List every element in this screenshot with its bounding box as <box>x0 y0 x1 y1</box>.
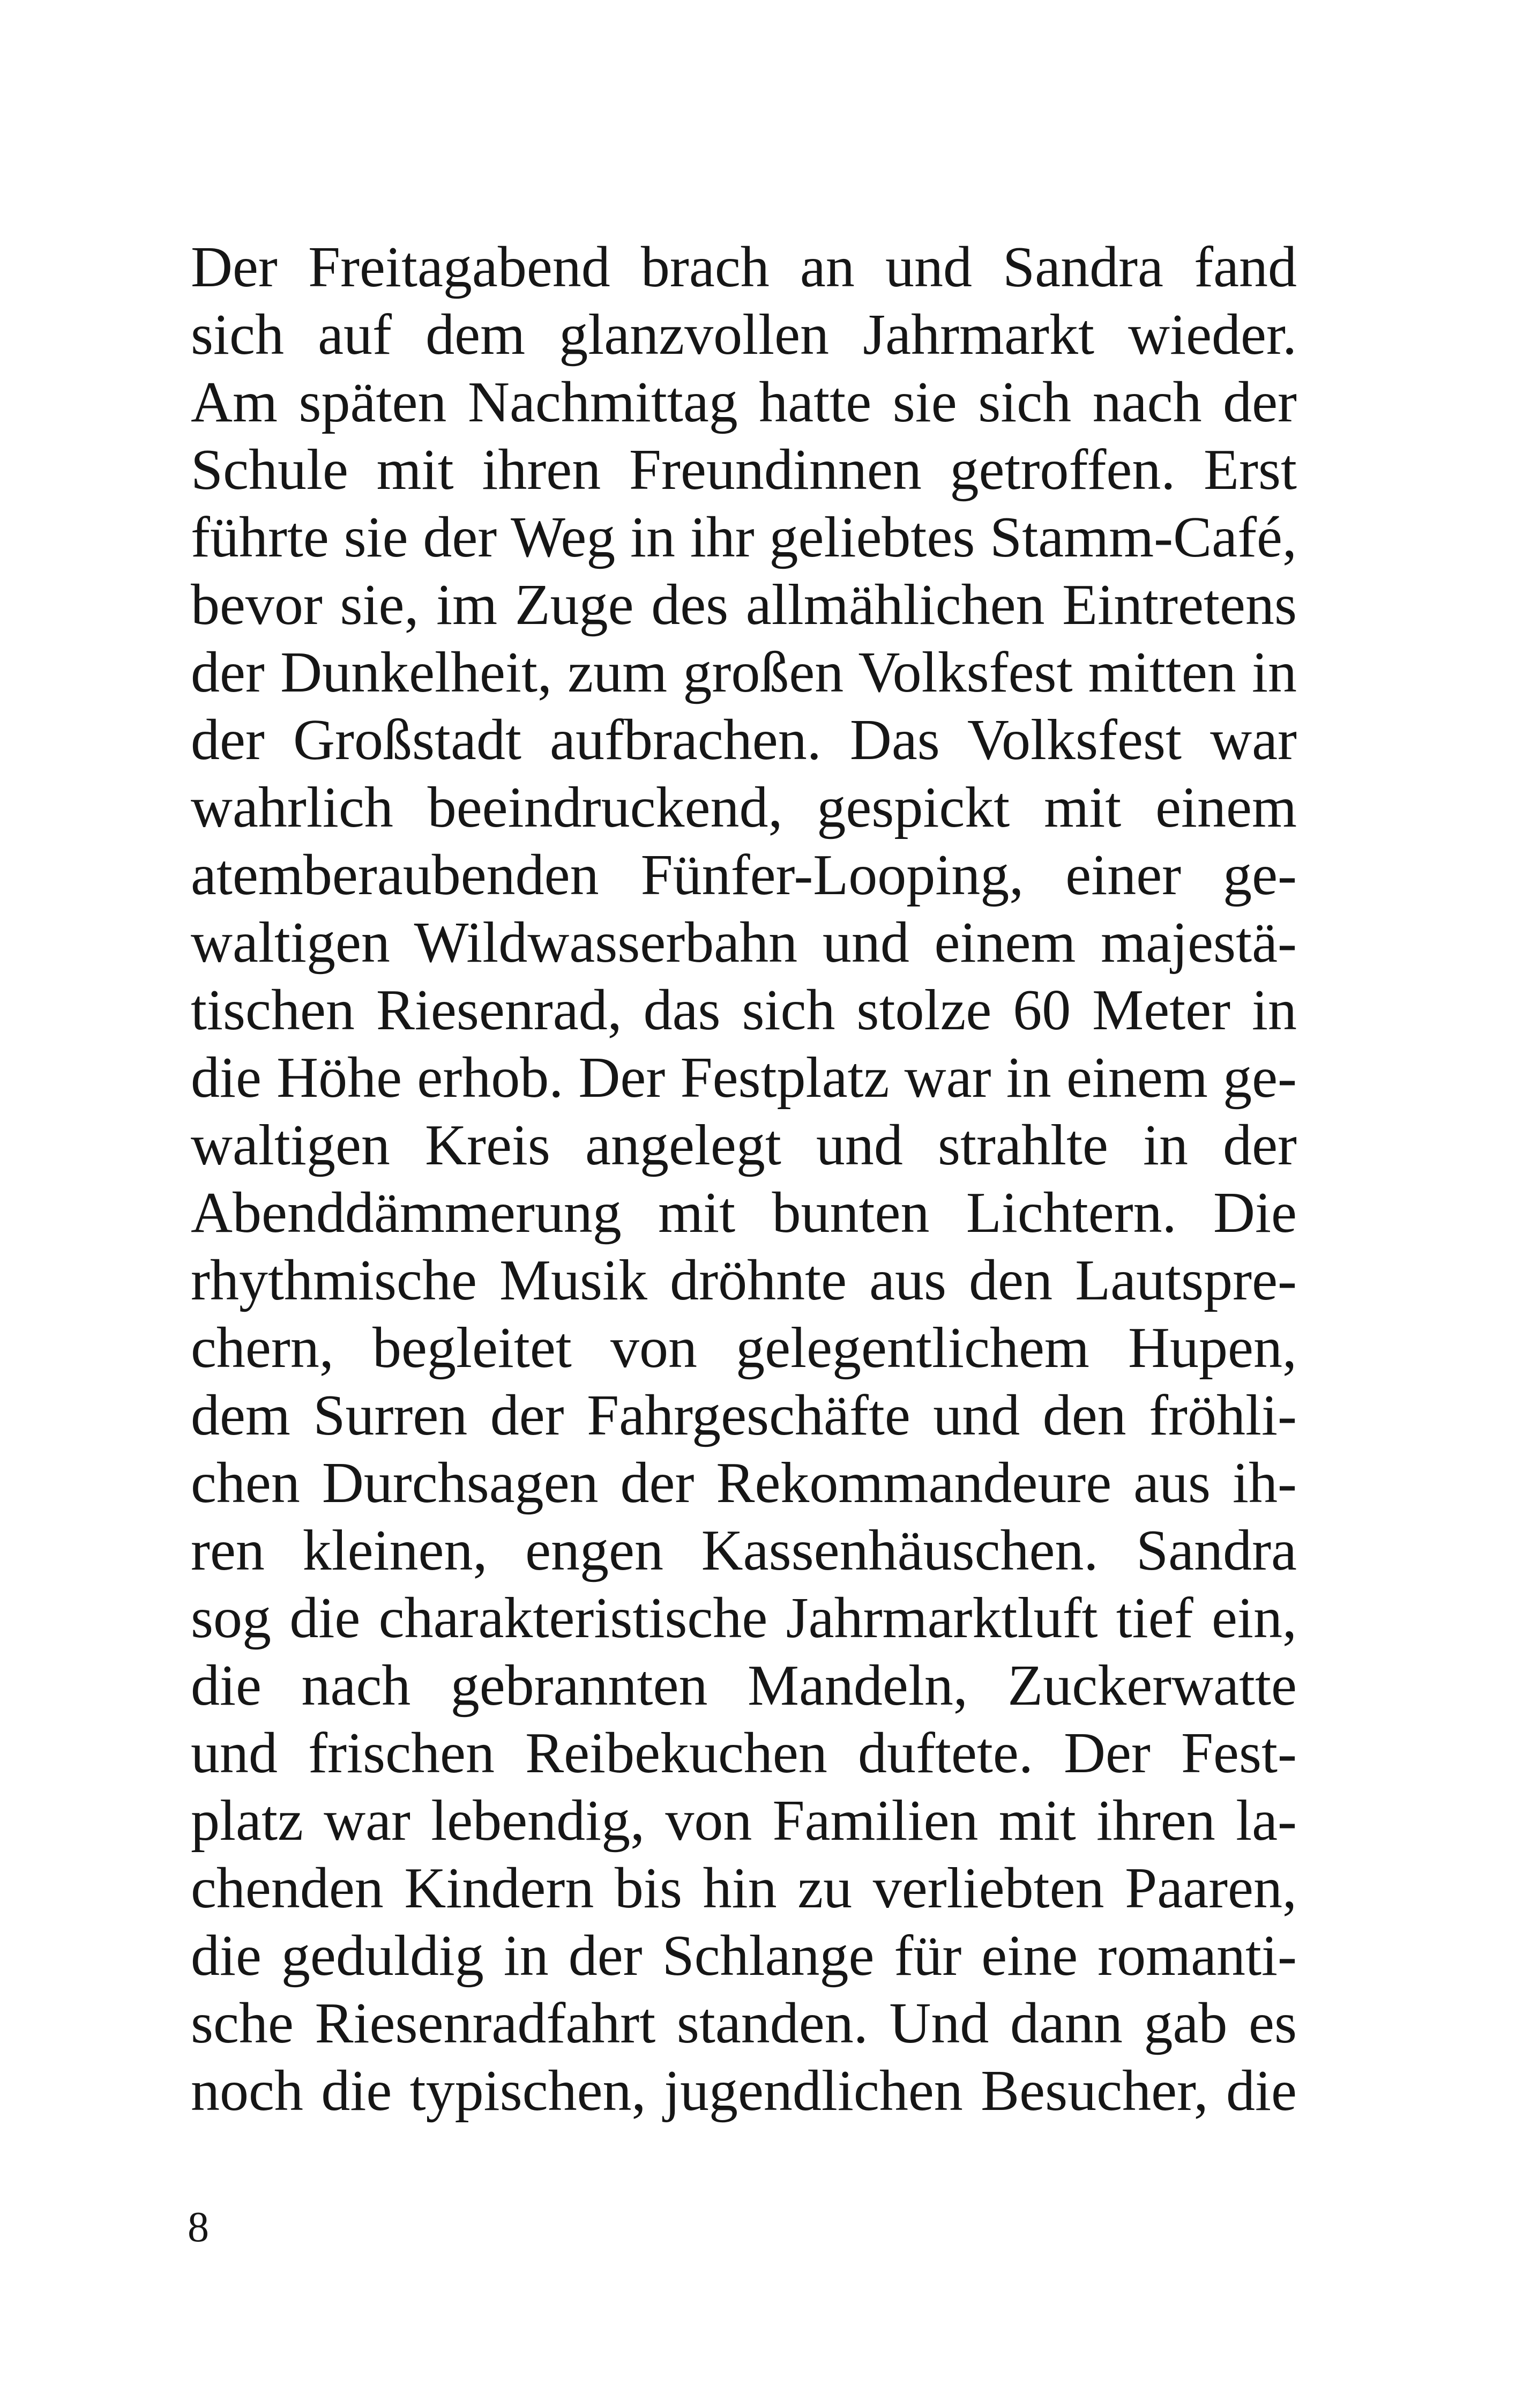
text-line: sche Riesenradfahrt standen. Und dann gab es <box>191 1991 1297 2055</box>
text-line: führte sie der Weg in ihr geliebtes Stamm-Café, <box>191 506 1297 569</box>
text-line: bevor sie, im Zuge des allmählichen Eintretens <box>191 573 1297 637</box>
text-line: Der Freitagabend brach an und Sandra fand <box>191 235 1297 299</box>
text-line: platz war lebendig, von Familien mit ihren la- <box>191 1789 1297 1853</box>
text-line: die Höhe erhob. Der Festplatz war in einem ge- <box>191 1046 1297 1110</box>
text-line: Schule mit ihren Freundinnen getroffen. Erst <box>191 438 1297 502</box>
text-line: rhythmische Musik dröhnte aus den Lautspre- <box>191 1248 1297 1312</box>
text-line: der Dunkelheit, zum großen Volksfest mitten in <box>191 641 1297 704</box>
text-line: noch die typischen, jugendlichen Besucher, die <box>191 2059 1297 2123</box>
text-line: wahrlich beeindruckend, gespickt mit einem <box>191 776 1297 839</box>
text-line: chern, begleitet von gelegentlichem Hupen, <box>191 1316 1297 1380</box>
text-line: die geduldig in der Schlange für eine romanti- <box>191 1924 1297 1988</box>
body-text <box>191 234 1297 2125</box>
page-number: 8 <box>188 2204 209 2251</box>
text-line: tischen Riesenrad, das sich stolze 60 Meter in <box>191 978 1297 1042</box>
text-line: sog die charakteristische Jahrmarktluft tief ein, <box>191 1586 1297 1650</box>
text-line: dem Surren der Fahrgeschäfte und den fröhli- <box>191 1384 1297 1447</box>
text-line: waltigen Kreis angelegt und strahlte in der <box>191 1113 1297 1177</box>
text-line: und frischen Reibekuchen duftete. Der Fest- <box>191 1721 1297 1785</box>
text-line: atemberaubenden Fünfer-Looping, einer ge- <box>191 843 1297 907</box>
text-line: ren kleinen, engen Kassenhäuschen. Sandra <box>191 1519 1297 1582</box>
text-line: Am späten Nachmittag hatte sie sich nach der <box>191 370 1297 434</box>
text-line: chen Durchsagen der Rekommandeure aus ih- <box>191 1451 1297 1515</box>
text-line: sich auf dem glanzvollen Jahrmarkt wieder. <box>191 303 1297 367</box>
text-line: Abenddämmerung mit bunten Lichtern. Die <box>191 1181 1297 1245</box>
text-line: waltigen Wildwasserbahn und einem majestä- <box>191 911 1297 975</box>
text-line: der Großstadt aufbrachen. Das Volksfest war <box>191 708 1297 772</box>
text-line: die nach gebrannten Mandeln, Zuckerwatte <box>191 1654 1297 1718</box>
text-line: chenden Kindern bis hin zu verliebten Paaren, <box>191 1856 1297 1920</box>
